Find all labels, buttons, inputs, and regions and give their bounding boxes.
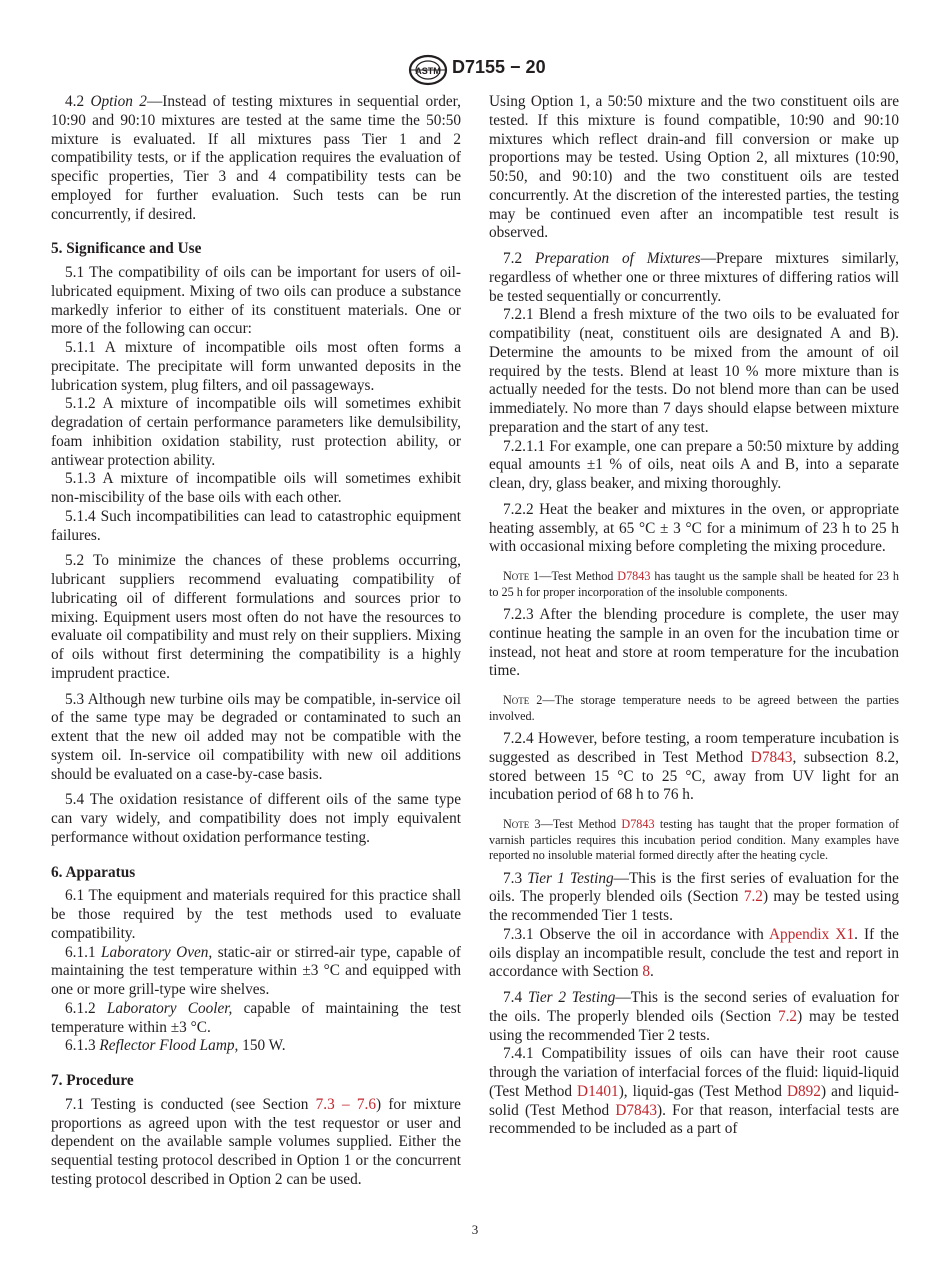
heading-procedure: 7. Procedure xyxy=(51,1072,134,1089)
para-5-2: 5.2 To minimize the chances of these problems occurring, lubricant suppliers recommend evaluating compatibility of lubricating oil of different formulations and sources prior to mixing. Equipment users most often do not have the resources to evaluate oil compatibility and must rely on their suppliers. Mixing of oils without first determining the compatibility is a highly imprudent practice. xyxy=(51,552,461,682)
heading-apparatus: 6. Apparatus xyxy=(51,863,136,881)
para-7-4: 7.4 Tier 2 Testing—This is the second series of evaluation for the oils. The properly blended oils (Section 7.2) may be tested using the recommended Tier 2 tests. xyxy=(489,989,899,1044)
left-column xyxy=(51,93,461,1190)
note-3: Note 3—Test Method D7843 testing has taught that the proper formation of varnish particles requires this incubation period condition. Many examples have reported no insoluble material formed directly after the heating cycle. xyxy=(489,817,899,862)
para-6-1: 6.1 The equipment and materials required for this practice shall be those required by the test methods used to evaluate compatibility. xyxy=(51,887,461,942)
para-5-1: 5.1 The compatibility of oils can be important for users of oil-lubricated equipment. Mixing of two oils can produce a substance markedly inferior to either of its constituent materials. One or more of the following can occur: xyxy=(51,264,461,338)
link-d7843[interactable]: D7843 xyxy=(615,1101,657,1119)
para-5-1-2: 5.1.2 A mixture of incompatible oils will sometimes exhibit degradation of certain performance parameters like demulsibility, foam inhibition oxidation stability, rust protection ability, or antiwear protection ability. xyxy=(51,395,461,469)
para-4-2: 4.2 Option 2—Instead of testing mixtures in sequential order, 10:90 and 90:10 mixtures are tested at the same time the 50:50 mixture is evaluated. If all mixtures pass Tier 1 and 2 compatibility tests, or if the application requires the evaluation of specific properties, Tier 3 and 4 compatibility tests can be employed for further evaluation. Such tests can be run concurrently, if desired. xyxy=(51,93,461,223)
para-7-3-1: 7.3.1 Observe the oil in accordance with Appendix X1. If the oils display an incompatible result, conclude the test and report in accordance with Section 8. xyxy=(489,925,899,981)
link-d1401[interactable]: D1401 xyxy=(577,1082,619,1100)
para-5-1-3: 5.1.3 A mixture of incompatible oils will sometimes exhibit non-miscibility of the base oils with each other. xyxy=(51,470,461,506)
para-7-2-1-1: 7.2.1.1 For example, one can prepare a 50:50 mixture by adding equal amounts ±1 % of oils, neat oils A and B, into a separate clean, dry, glass beaker, and mixing thoroughly. xyxy=(489,437,899,492)
logo-text: ASTM xyxy=(415,66,441,76)
link-section-7-3-7-6[interactable]: 7.3 – 7.6 xyxy=(315,1095,376,1113)
heading-significance-and-use: 5. Significance and Use xyxy=(51,240,202,258)
para-5-1-1: 5.1.1 A mixture of incompatible oils most often forms a precipitate. The precipitate will form unwanted deposits in the lubrication system, plug filters, and oil passageways. xyxy=(51,339,461,394)
link-d7843[interactable]: D7843 xyxy=(621,817,655,831)
para-6-1-3: 6.1.3 Reflector Flood Lamp, 150 W. xyxy=(65,1037,286,1055)
para-7-3: 7.3 Tier 1 Testing—This is the first series of evaluation for the oils. The properly blended oils (Section 7.2) may be tested using the recommended Tier 1 tests. xyxy=(489,869,899,924)
link-section-7-2[interactable]: 7.2 xyxy=(777,1007,798,1025)
note-2: Note 2—The storage temperature needs to be agreed between the parties involved. xyxy=(489,693,899,723)
para-7-2-1: 7.2.1 Blend a fresh mixture of the two oils to be evaluated for compatibility (neat, constituent oils are designated A and B). Determine the amounts to be mixed from the amount of oil required by the tests. Blend at least 10 % more mixture than is actually needed for the tests. Do not blend more than can be used immediately. No more than 7 days should elapse between mixture preparation and the start of any test. xyxy=(489,306,899,436)
note-1: Note 1—Test Method D7843 has taught us the sample shall be heated for 23 h to 25 h for proper incorporation of the insoluble components. xyxy=(489,569,899,599)
link-d7843[interactable]: D7843 xyxy=(750,748,793,766)
para-7-2-4: 7.2.4 However, before testing, a room temperature incubation is suggested as described in Test Method D7843, subsection 8.2, stored between 15 °C to 25 °C, away from UV light for an incubation period of 68 h to 76 h. xyxy=(489,730,899,804)
para-5-1-4: 5.1.4 Such incompatibilities can lead to catastrophic equipment failures. xyxy=(51,507,461,544)
right-column xyxy=(489,93,899,1139)
link-d892[interactable]: D892 xyxy=(786,1082,821,1100)
page-number: 3 xyxy=(471,1222,479,1237)
para-7-2-2: 7.2.2 Heat the beaker and mixtures in the oven, or appropriate heating assembly, at 65 °C ± 3 °C for a minimum of 23 h to 25 h with occasional mixing before completing the mixing procedure. xyxy=(489,500,899,556)
link-appendix-x1[interactable]: Appendix X1 xyxy=(769,925,855,943)
astm-logo-icon xyxy=(408,54,448,86)
link-d7843[interactable]: D7843 xyxy=(617,569,651,583)
link-section-8[interactable]: 8 xyxy=(642,963,650,981)
para-7-4-1: 7.4.1 Compatibility issues of oils can have their root cause through the variation of interfacial forces of the fluid: liquid-liquid (Test Method D1401), liquid-gas (Test Method D892) and liquid-solid (Test Method D7843). For that reason, interfacial tests are recommended to be included as a part of xyxy=(489,1045,899,1138)
para-5-4: 5.4 The oxidation resistance of different oils of the same type can vary widely, and compatibility does not imply equivalent performance without oxidation performance testing. xyxy=(51,791,461,846)
page-header xyxy=(0,54,950,88)
para-7-2: 7.2 Preparation of Mixtures—Prepare mixtures similarly, regardless of whether one or three mixtures of differing ratios will be tested sequentially or concurrently. xyxy=(489,250,899,305)
link-section-7-2[interactable]: 7.2 xyxy=(743,888,763,906)
para-6-1-1: 6.1.1 Laboratory Oven, static-air or stirred-air type, capable of maintaining the test temperature within ±3 °C and equipped with one or more grill-type wire shelves. xyxy=(51,943,461,998)
para-7-1-continued: Using Option 1, a 50:50 mixture and the two constituent oils are tested. If this mixture is found compatible, 10:90 and 90:10 mixtures which reflect drain-and fill conversion or make up proportions may be tested. Using Option 2, all mixtures (10:90, 50:50, and 90:10) and the two constituent oils are tested concurrently. At the discretion of the interested parties, the testing may be continued even after an incompatible test result is observed. xyxy=(489,93,899,242)
para-6-1-2: 6.1.2 Laboratory Cooler, capable of maintaining the test temperature within ±3 °C. xyxy=(51,999,462,1036)
para-7-2-3: 7.2.3 After the blending procedure is complete, the user may continue heating the sample in an oven for the incubation time or instead, not heat and store at room temperature for the incubation time. xyxy=(489,606,899,680)
para-5-3: 5.3 Although new turbine oils may be compatible, in-service oil of the same type may be degraded or contaminated to such an extent that the new oil added may not be compatible with the system oil. In-service oil compatibility with new oil additions should be evaluated on a case-by-case basis. xyxy=(51,690,461,783)
standard-designation: D7155 − 20 xyxy=(452,57,546,77)
para-7-1: 7.1 Testing is conducted (see Section 7.3 – 7.6) for mixture proportions as agreed upon with the test requestor or user and dependent on the available sample volumes supplied. Either the sequential testing protocol described in Option 1 or the concurrent testing protocol described in Option 2 can be used. xyxy=(51,1095,461,1188)
